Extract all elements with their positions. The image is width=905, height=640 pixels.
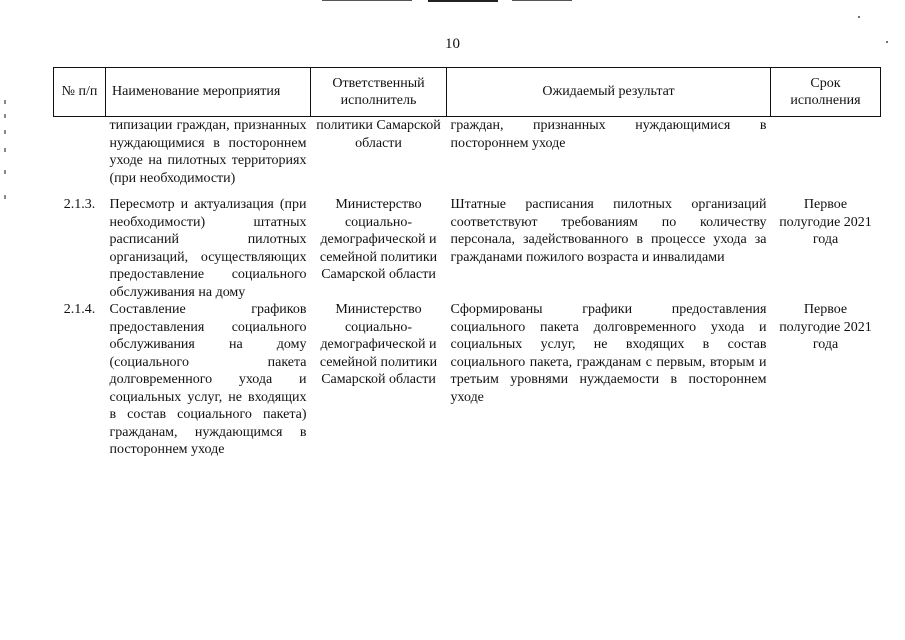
page-number: 10 (445, 36, 460, 52)
row-result: Штатные расписания пилотных организаций соответствуют требованиям по количеству персонала, задействованного в процессе ухода за гражданами пожилого возраста и инвалидами (450, 197, 767, 265)
header-num: № п/п (54, 68, 106, 117)
table-row (54, 117, 881, 188)
row-executor: Министерство социально-демографической и семейной политики Самарской области (319, 302, 438, 387)
row-name: Пересмотр и актуализация (при необходимости) штатных расписаний пилотных организаций, осуществляющих предоставление социального обслуживания на дому (109, 197, 307, 300)
header-term: Срок исполнения (771, 68, 881, 117)
row-num: 2.1.3. (63, 197, 96, 212)
plan-table (53, 67, 881, 459)
binding-marks (4, 100, 10, 220)
row-term (771, 117, 881, 188)
row-result: граждан, признанных нуждающимися в постороннем уходе (450, 118, 767, 151)
row-name: Составление графиков предоставления социального обслуживания на дому (социального пакета долговременного ухода и социальных услуг, не входящих в состав социального пакета) гражданам, нуждающимся в постороннем уходе (109, 302, 307, 457)
scan-speck (886, 41, 888, 43)
row-result: Сформированы графики предоставления социального пакета долговременного ухода и социальных услуг, не входящих в состав социального пакета, гражданам с первым, вторым и третьим уровнями нуждаемости в постороннем уходе (450, 302, 767, 405)
scan-speck (858, 16, 860, 18)
top-rule-mid (428, 0, 498, 2)
header-result: Ожидаемый результат (447, 68, 771, 117)
header-name: Наименование мероприятия (106, 68, 311, 117)
row-executor: политики Самарской области (316, 118, 441, 151)
top-rule-left (322, 0, 412, 1)
row-term: Первое полугодие 2021 года (779, 302, 872, 352)
row-term: Первое полугодие 2021 года (779, 197, 872, 247)
top-rule-right (512, 0, 572, 1)
row-spacer (54, 187, 881, 196)
table-header-row (54, 68, 881, 117)
row-num (54, 117, 106, 188)
row-num: 2.1.4. (63, 302, 96, 317)
table-row (54, 301, 881, 459)
row-executor: Министерство социально-демографической и семейной политики Самарской области (319, 197, 438, 282)
table-row (54, 196, 881, 301)
header-executor: Ответственный исполнитель (311, 68, 447, 117)
row-name: типизации граждан, признанных нуждающимися в постороннем уходе на пилотных территориях (при необходимости) (109, 118, 307, 186)
